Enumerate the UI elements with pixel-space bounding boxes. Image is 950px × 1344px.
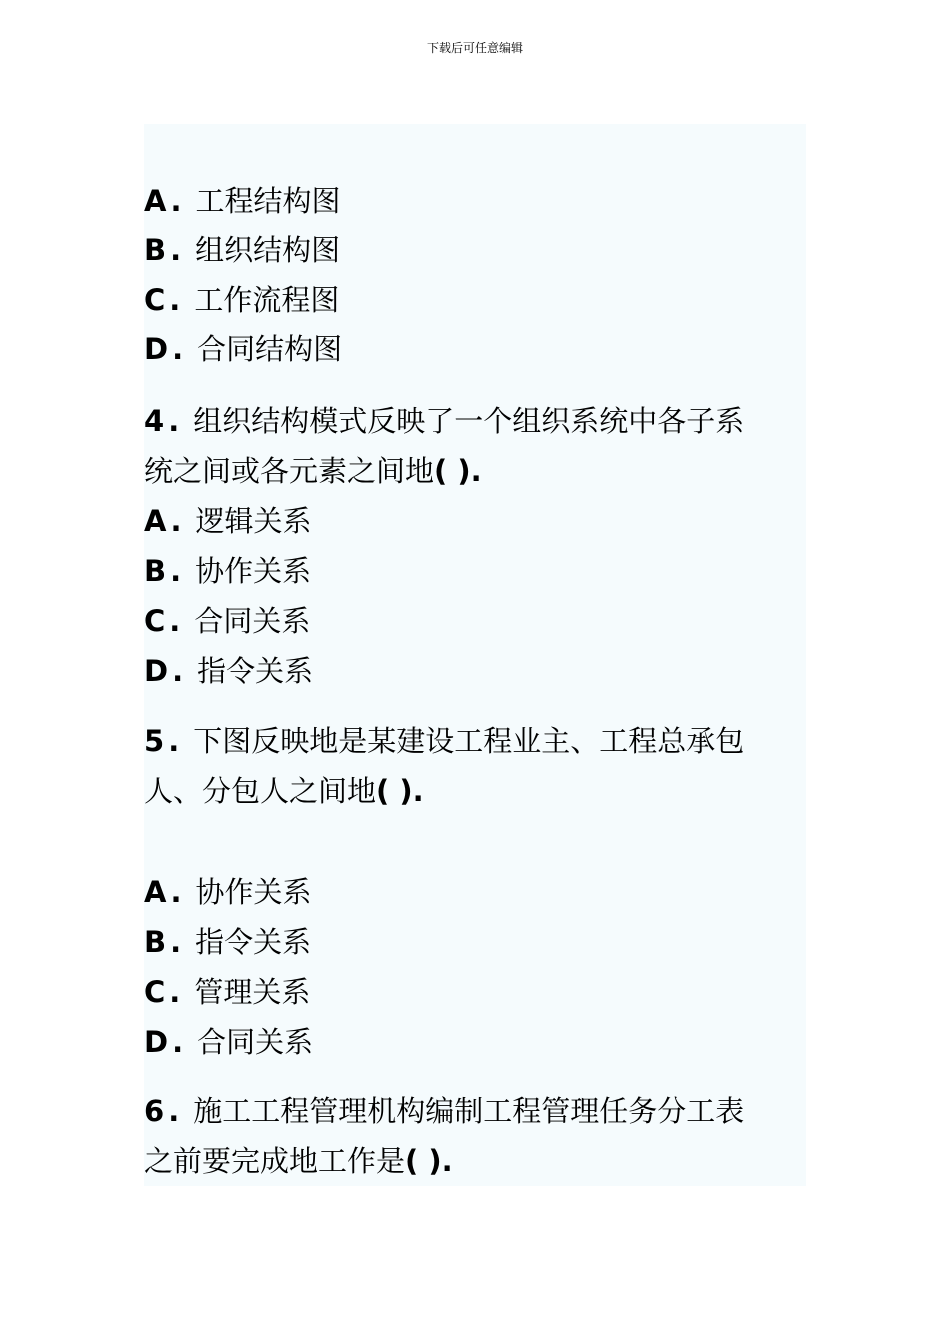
question-6-line1: 6 . 施工工程管理机构编制工程管理任务分工表 [144,1094,745,1128]
option-a: A . 工程结构图 [144,184,341,218]
option-c: C . 工作流程图 [144,283,340,317]
option-a: A . 逻辑关系 [144,504,312,538]
option-b: B . 协作关系 [144,554,312,588]
option-d: D . 指令关系 [144,654,314,688]
option-c: C . 合同关系 [144,604,311,638]
question-5-line2: 人、分包人之间地( ). [144,774,424,808]
option-b: B . 指令关系 [144,925,312,959]
question-6-line2: 之前要完成地工作是( ). [144,1144,453,1178]
option-b: B . 组织结构图 [144,233,341,267]
question-4-line2: 统之间或各元素之间地( ). [144,454,482,488]
document-content [144,124,806,1186]
option-a: A . 协作关系 [144,875,312,909]
option-d: D . 合同结构图 [144,332,343,366]
option-c: C . 管理关系 [144,975,311,1009]
option-d: D . 合同关系 [144,1025,314,1059]
question-5-line1: 5 . 下图反映地是某建设工程业主、工程总承包 [144,724,745,758]
question-4-line1: 4 . 组织结构模式反映了一个组织系统中各子系 [144,404,745,438]
page-header-note: 下载后可任意编辑 [426,41,523,55]
